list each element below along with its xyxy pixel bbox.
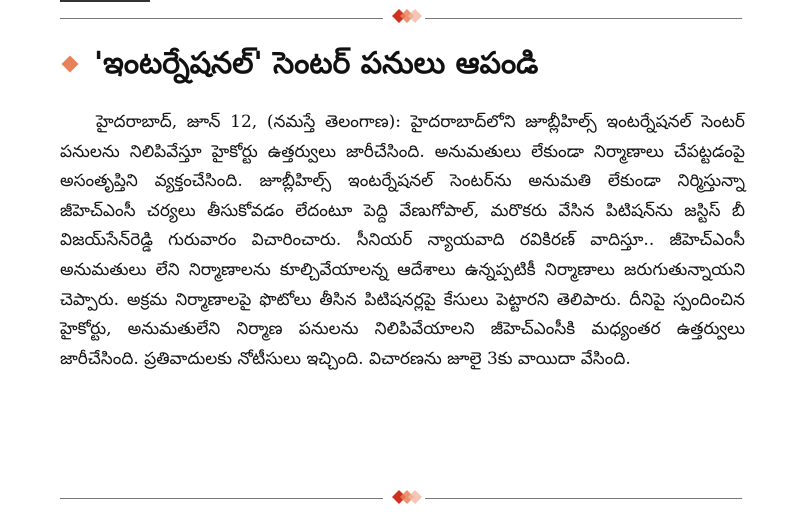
article-body: హైదరాబాద్, జూన్ 12, (నమస్తే తెలంగాణ): హైదరాబాద్‌లోని జూబ్లీహిల్స్ ఇంటర్నేషనల్ సెంటర్ పనులను నిలిపివేస్తూ హైకోర్టు ఉత్తర్వులు జారీచేసింది. అనుమతులు లేకుండా నిర్మాణాలు చేపట్టడంపై అసంతృప్తిని వ్యక్తంచేసింది. జూబ్లీహిల్స్ ఇంటర్నేషనల్ సెంటర్‌ను అనుమతి లేకుండా నిర్మిస్తున్నా జీహెచ్‌ఎంసీ చర్యలు తీసుకోవడం లేదంటూ పెద్ది వేణుగోపాల్, మరొకరు వేసిన పిటిషన్‌ను జస్టిస్ బీ విజయ్‌సేన్‌రెడ్డి గురువారం విచారించారు. సీనియర్ న్యాయవాది రవికిరణ్ వాదిస్తూ.. జీహెచ్‌ఎంసీ అనుమతులు లేని నిర్మాణాలను కూల్చివేయాలన్న ఆదేశాలు ఉన్నప్పటికీ నిర్మాణాలు జరుగుతున్నాయని చెప్పారు. అక్రమ నిర్మాణాలపై ఫొటోలు తీసిన పిటిషనర్లపై కేసులు పెట్టారని తెలిపారు. దీనిపై స్పందించిన హైకోర్టు, అనుమతులేని నిర్మాణ పనులను నిలిపివేయాలని జీహెచ్‌ఎంసీకి మధ్యంతర ఉత్తర్వులు జారీచేసింది. ప్రతివాదులకు నోటీసులు ఇచ్చింది. విచారణను జూలై 3కు వాయిదా వేసింది. bbox=[60, 112, 745, 369]
diamond-bullet-icon bbox=[62, 56, 79, 73]
diamond-ornament-icon bbox=[383, 487, 425, 507]
headline-text: 'ఇంటర్నేషనల్' సెంటర్ పనులు ఆపండి bbox=[94, 46, 539, 81]
clipped-previous-article-fragment bbox=[60, 0, 260, 6]
headline bbox=[60, 40, 750, 88]
diamond-ornament-icon bbox=[383, 6, 425, 26]
